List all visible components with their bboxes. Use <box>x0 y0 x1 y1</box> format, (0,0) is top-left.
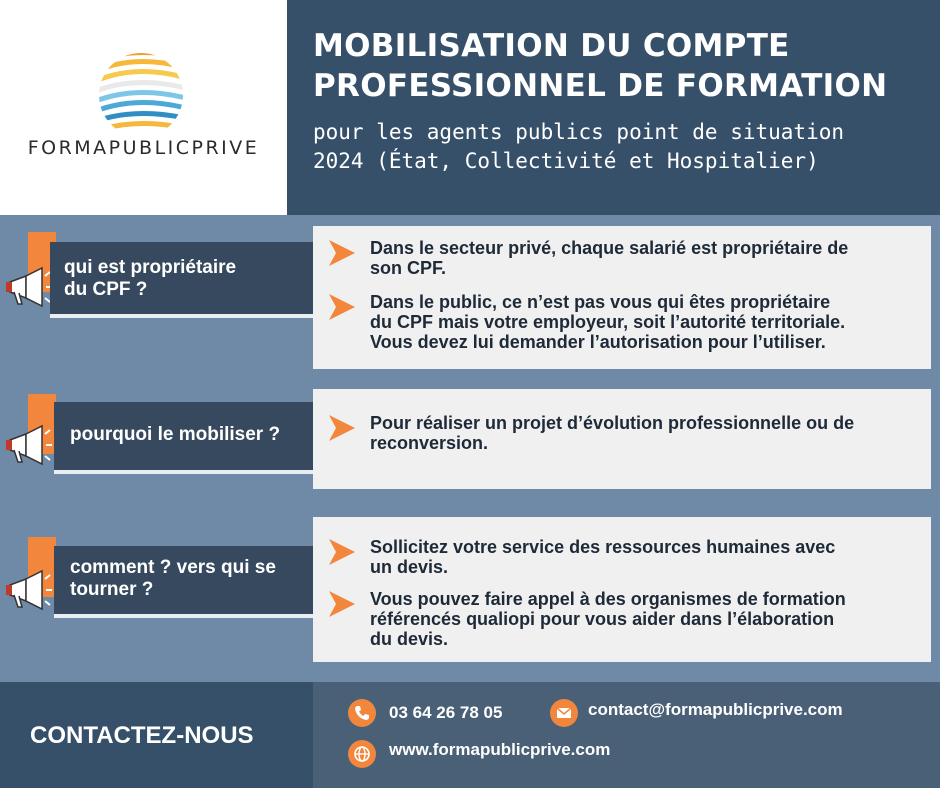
bullet-line: un devis. <box>370 557 449 577</box>
footer <box>0 678 940 788</box>
bullet-line: Dans le secteur privé, chaque salarié est propriétaire de <box>370 238 849 258</box>
bullet-line: Sollicitez votre service des ressources humaines avec <box>370 537 836 557</box>
page-subtitle <box>313 118 933 176</box>
website-link[interactable]: www.formapublicprive.com <box>389 740 611 759</box>
bullet-line: reconversion. <box>370 433 489 453</box>
bullet-line: Vous devez lui demander l’autorisation pour l’utiliser. <box>370 332 826 352</box>
arrow-bullet-icon <box>327 292 357 322</box>
page-title <box>313 26 933 106</box>
bullet-item <box>313 413 931 453</box>
footer-contact-area <box>313 678 940 788</box>
bullet-item <box>313 238 931 278</box>
phone-icon <box>348 699 376 727</box>
question-label-how <box>54 546 313 614</box>
logo-area <box>0 0 287 215</box>
arrow-bullet-icon <box>327 589 357 619</box>
title-line-1: MOBILISATION DU COMPTE <box>313 28 790 64</box>
subtitle-line-2: 2024 (État, Collectivité et Hospitalier) <box>313 149 819 173</box>
subtitle-line-1: pour les agents publics point de situation <box>313 120 845 144</box>
bullet-line: Dans le public, ce n’est pas vous qui êtes propriétaire <box>370 292 831 312</box>
answer-panel-why <box>313 389 931 489</box>
megaphone-icon <box>2 262 52 312</box>
label-line-2: du CPF ? <box>64 279 148 300</box>
label-line-1: pourquoi le mobiliser ? <box>70 424 281 445</box>
footer-title-area <box>0 678 313 788</box>
globe-icon <box>348 740 376 768</box>
bullet-item <box>313 589 931 649</box>
arrow-bullet-icon <box>327 537 357 567</box>
arrow-bullet-icon <box>327 238 357 268</box>
bullet-line: Vous pouvez faire appel à des organismes de formation <box>370 589 846 609</box>
bullet-line: son CPF. <box>370 258 447 278</box>
bullet-line: référencés qualiopi pour vous aider dans l’élaboration <box>370 609 835 629</box>
envelope-icon <box>550 699 578 727</box>
bullet-item <box>313 537 931 577</box>
bullet-line: du CPF mais votre employeur, soit l’autorité territoriale. <box>370 312 846 332</box>
bullet-line: Pour réaliser un projet d’évolution professionnelle ou de <box>370 413 855 433</box>
label-line-2: tourner ? <box>70 579 154 600</box>
megaphone-icon <box>2 565 52 615</box>
answer-panel-how <box>313 517 931 662</box>
question-label-why <box>54 402 313 470</box>
logo-text: FORMAPUBLICPRIVE <box>27 137 260 159</box>
globe-logo-icon <box>98 52 184 138</box>
phone-link[interactable]: 03 64 26 78 05 <box>389 703 503 722</box>
arrow-bullet-icon <box>327 413 357 443</box>
bullet-item <box>313 292 931 352</box>
label-line-1: qui est propriétaire <box>64 257 237 278</box>
question-label-owner <box>50 242 313 314</box>
megaphone-icon <box>2 420 52 470</box>
label-line-1: comment ? vers qui se <box>70 557 276 578</box>
answer-panel-owner <box>313 226 931 369</box>
email-link[interactable]: contact@formapublicprive.com <box>588 700 843 719</box>
title-line-2: PROFESSIONNEL DE FORMATION <box>313 68 888 104</box>
contact-title: CONTACTEZ-NOUS <box>30 722 254 749</box>
bullet-line: du devis. <box>370 629 449 649</box>
